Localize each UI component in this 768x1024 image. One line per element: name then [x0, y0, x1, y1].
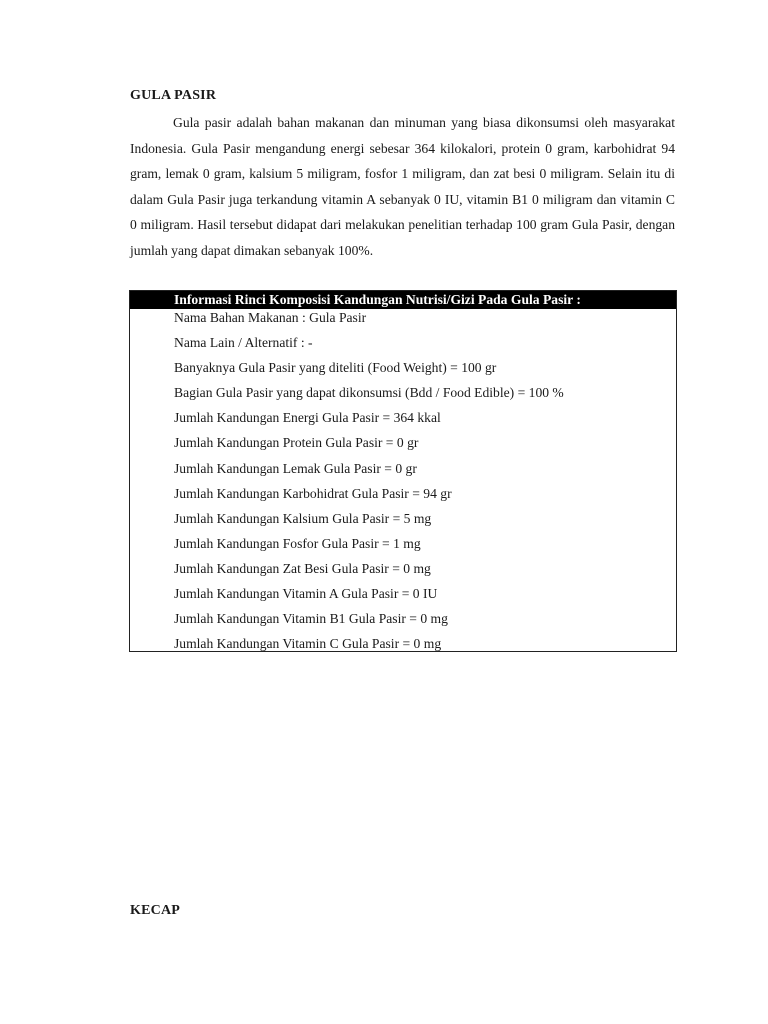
nutrition-info-item: Jumlah Kandungan Kalsium Gula Pasir = 5 mg	[174, 510, 432, 526]
nutrition-info-item: Nama Bahan Makanan : Gula Pasir	[174, 310, 367, 325]
nutrition-info-item: Jumlah Kandungan Energi Gula Pasir = 364 kkal	[174, 410, 441, 426]
nutrition-info-item: Jumlah Kandungan Karbohidrat Gula Pasir = 94 gr	[174, 485, 452, 501]
section-title-kecap: KECAP	[130, 903, 180, 918]
nutrition-info-box	[129, 290, 677, 652]
nutrition-info-item: Jumlah Kandungan Zat Besi Gula Pasir = 0 mg	[174, 560, 431, 576]
nutrition-info-item: Jumlah Kandungan Lemak Gula Pasir = 0 gr	[174, 460, 417, 476]
nutrition-info-item: Jumlah Kandungan Vitamin C Gula Pasir = 0 mg	[174, 636, 442, 652]
nutrition-info-list	[130, 309, 676, 660]
nutrition-info-item: Jumlah Kandungan Vitamin B1 Gula Pasir = 0 mg	[174, 611, 448, 627]
nutrition-info-item: Jumlah Kandungan Protein Gula Pasir = 0 gr	[174, 435, 419, 451]
nutrition-info-item: Banyaknya Gula Pasir yang diteliti (Food Weight) = 100 gr	[174, 360, 497, 376]
nutrition-info-header: Informasi Rinci Komposisi Kandungan Nutrisi/Gizi Pada Gula Pasir :	[130, 291, 676, 309]
nutrition-info-item: Bagian Gula Pasir yang dapat dikonsumsi (Bdd / Food Edible) = 100 %	[174, 385, 564, 401]
nutrition-info-item: Nama Lain / Alternatif : -	[174, 335, 313, 351]
nutrition-info-item: Jumlah Kandungan Fosfor Gula Pasir = 1 mg	[174, 535, 421, 551]
nutrition-info-item: Jumlah Kandungan Vitamin A Gula Pasir = 0 IU	[174, 586, 438, 602]
section-paragraph-gula-pasir: Gula pasir adalah bahan makanan dan minuman yang biasa dikonsumsi oleh masyarakat Indonesia. Gula Pasir mengandung energi sebesar 364 kilokalori, protein 0 gram, karbohidrat 94 gram, lemak 0 gram, kalsium 5 miligram, fosfor 1 miligram, dan zat besi 0 miligram. Selain itu di dalam Gula Pasir juga terkandung vitamin A sebanyak 0 IU, vitamin B1 0 miligram dan vitamin C 0 miligram. Hasil tersebut didapat dari melakukan penelitian terhadap 100 gram Gula Pasir, dengan jumlah yang dapat dimakan sebanyak 100%.	[130, 115, 675, 258]
section-title-gula-pasir: GULA PASIR	[130, 88, 217, 103]
